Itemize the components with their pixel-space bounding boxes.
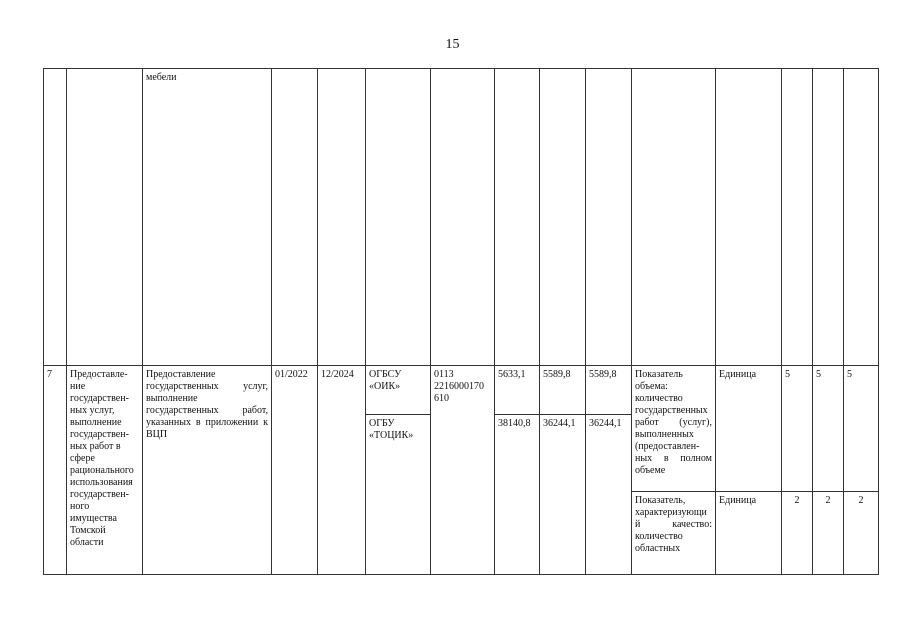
document-table <box>43 68 879 575</box>
table-row-7a <box>44 366 879 415</box>
indicator-value-2023: 5 <box>813 366 844 492</box>
executor-name: ОГБУ «ТОЦИК» <box>366 415 431 575</box>
start-date: 01/2022 <box>272 366 318 575</box>
indicator-name: Показатель объема: количество государственных работ (услуг), выполненных (предоставлен-ных в полном объеме <box>632 366 716 492</box>
value-2023: 5589,8 <box>540 366 586 415</box>
indicator-unit: Единица <box>716 492 782 575</box>
row-number: 7 <box>44 366 67 575</box>
value-2022: 38140,8 <box>495 415 540 575</box>
cell-code <box>431 69 495 366</box>
value-2024: 5589,8 <box>586 366 632 415</box>
table-row-continuation <box>44 69 879 366</box>
cell-num <box>44 69 67 366</box>
cell-unit <box>716 69 782 366</box>
cell-program <box>67 69 143 366</box>
cell-end <box>318 69 366 366</box>
cell-i2 <box>813 69 844 366</box>
cell-i3 <box>844 69 879 366</box>
executor-name: ОГБСУ «ОИК» <box>366 366 431 415</box>
indicator-value-2024: 2 <box>844 492 879 575</box>
value-2022: 5633,1 <box>495 366 540 415</box>
cell-i1 <box>782 69 813 366</box>
value-2024: 36244,1 <box>586 415 632 575</box>
indicator-value-2022: 5 <box>782 366 813 492</box>
cell-v2 <box>540 69 586 366</box>
page-number: 15 <box>445 37 460 52</box>
budget-code: 0113 2216000170 610 <box>431 366 495 575</box>
cell-activity: мебели <box>143 69 272 366</box>
indicator-name: Показатель, характеризующи й качество: количество областных <box>632 492 716 575</box>
cell-v1 <box>495 69 540 366</box>
cell-v3 <box>586 69 632 366</box>
indicator-unit: Единица <box>716 366 782 492</box>
activity-name: Предоставление государственных услуг, выполнение государственных работ, указанных в приложении к ВЦП <box>143 366 272 575</box>
end-date: 12/2024 <box>318 366 366 575</box>
indicator-value-2022: 2 <box>782 492 813 575</box>
cell-start <box>272 69 318 366</box>
value-2023: 36244,1 <box>540 415 586 575</box>
indicator-value-2024: 5 <box>844 366 879 492</box>
indicator-value-2023: 2 <box>813 492 844 575</box>
cell-indicator <box>632 69 716 366</box>
cell-executor <box>366 69 431 366</box>
program-name: Предоставле- ние государствен- ных услуг, выполнение государствен- ных работ в сфере рационального использования государствен- ного имущества Томской области <box>67 366 143 575</box>
